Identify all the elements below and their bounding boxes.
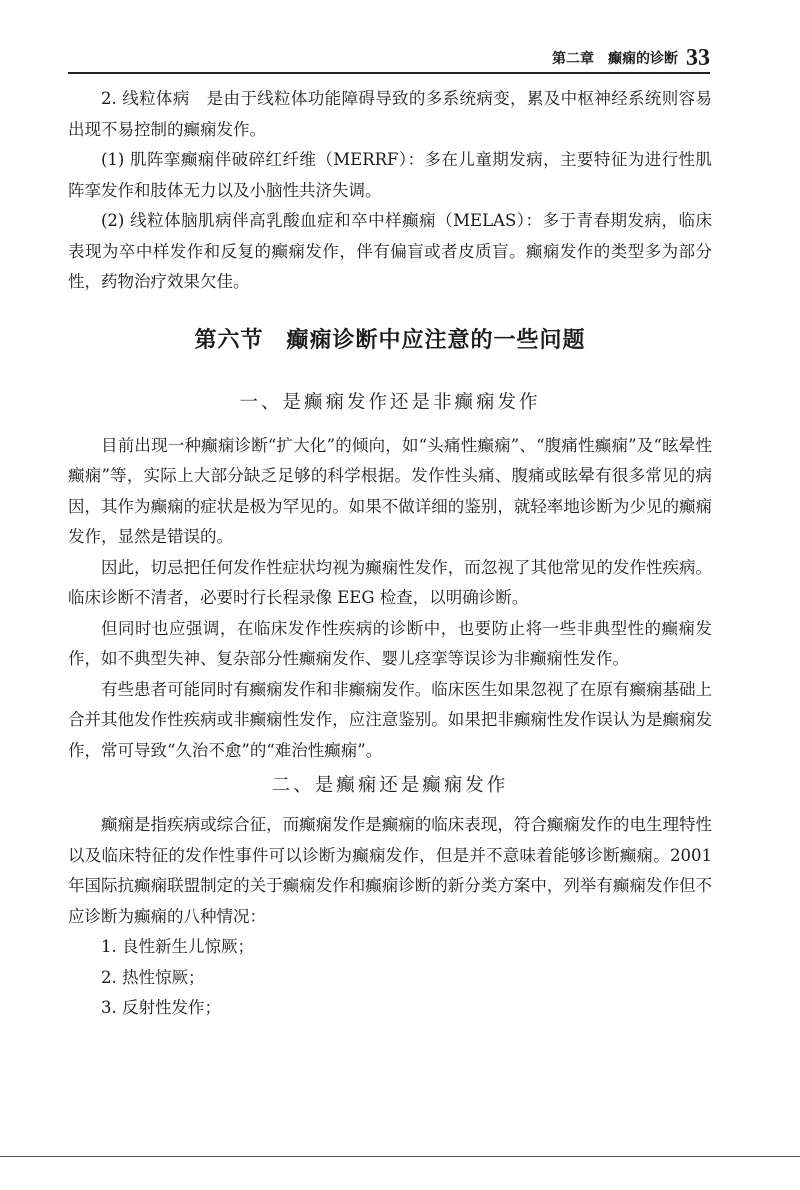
subsection-title: 二、是癫痫还是癫痫发作 (271, 775, 509, 796)
paragraph: (2) 线粒体脑肌病伴高乳酸血症和卒中样癫痫（MELAS）：多于青春期发病，临床表现为卒中样发作和反复的癫痫发作，伴有偏盲或者皮质盲。癫痫发作的类型多为部分性，药物治疗效果欠佳。 (68, 211, 712, 291)
page-header (68, 40, 710, 74)
paragraph: 癫痫是指疾病或综合征，而癫痫发作是癫痫的临床表现，符合癫痫发作的电生理特性以及临床特征的发作性事件可以诊断为癫痫发作，但是并不意味着能够诊断癫痫。2001 年国际抗癫痫联盟制定的关于癫痫发作和癫痫诊断的新分类方案中，列举有癫痫发作但不应诊断为癫痫的八种情况： (68, 815, 712, 926)
paragraph: 因此，切忌把任何发作性症状均视为癫痫性发作，而忽视了其他常见的发作性疾病。临床诊断不清者，必要时行长程录像 EEG 检查，以明确诊断。 (68, 557, 712, 607)
list-item: 1. 良性新生儿惊厥； (101, 937, 254, 956)
paragraph: 有些患者可能同时有癫痫发作和非癫痫发作。临床医生如果忽视了在原有癫痫基础上合并其他发作性疾病或非癫痫性发作，应注意鉴别。如果把非癫痫性发作误认为是癫痫发作，常可导致“久治不愈”的“难治性癫痫”。 (68, 679, 712, 760)
paragraph: 但同时也应强调，在临床发作性疾病的诊断中，也要防止将一些非典型性的癫痫发作，如不典型失神、复杂部分性癫痫发作、婴儿痉挛等误诊为非癫痫性发作。 (68, 618, 712, 668)
paragraph: 目前出现一种癫痫诊断“扩大化”的倾向，如“头痛性癫痫”、“腹痛性癫痫”及“眩晕性癫痫”等，实际上大部分缺乏足够的科学根据。发作性头痛、腹痛或眩晕有很多常见的病因，其作为癫痫的症状是极为罕见的。如果不做详细的鉴别，就轻率地诊断为少见的癫痫发作，显然是错误的。 (68, 435, 712, 546)
running-head: 第二章 癫痫的诊断 (552, 51, 678, 67)
subsection-title: 一、是癫痫发作还是非癫痫发作 (239, 391, 541, 413)
list-item: 3. 反射性发作； (101, 998, 221, 1017)
paragraph: (1) 肌阵挛癫痫伴破碎红纤维（MERRF）：多在儿童期发病，主要特征为进行性肌阵挛发作和肢体无力以及小脑性共济失调。 (68, 150, 712, 200)
paragraph: 2. 线粒体病 是由于线粒体功能障碍导致的多系统病变，累及中枢神经系统则容易出现不易控制的癫痫发作。 (68, 89, 712, 139)
page-number: 33 (686, 45, 710, 71)
footer-divider (0, 1156, 800, 1157)
section-title: 第六节 癫痫诊断中应注意的一些问题 (194, 327, 586, 353)
page-body (68, 84, 712, 1024)
list-item: 2. 热性惊厥； (101, 967, 205, 987)
